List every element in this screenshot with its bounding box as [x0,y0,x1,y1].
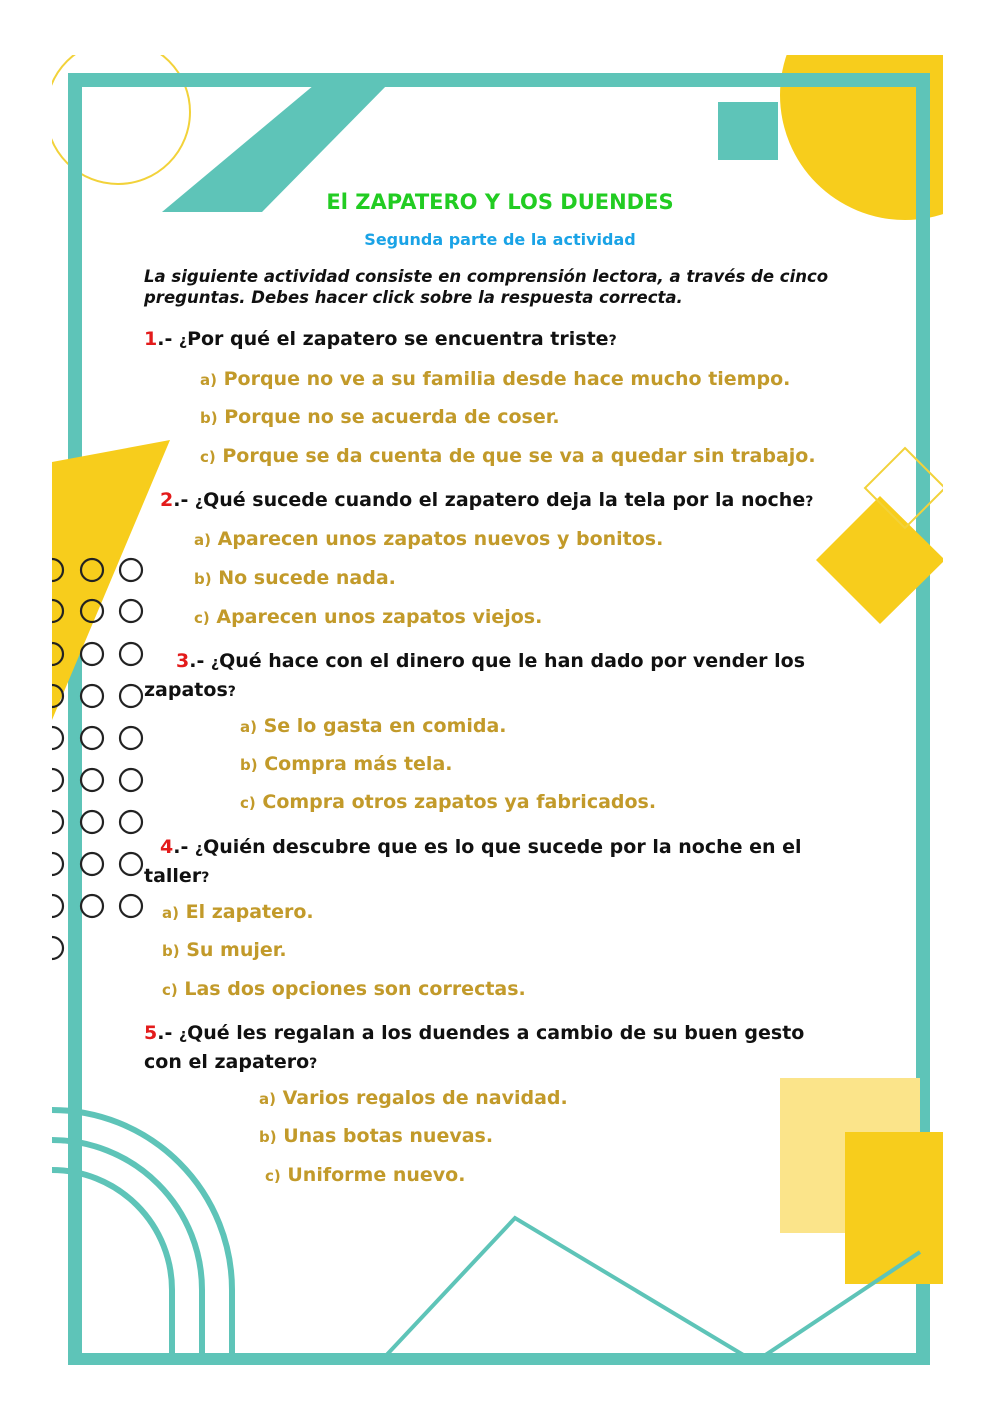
page-title: El ZAPATERO Y LOS DUENDES [326,190,674,214]
instructions: La siguiente actividad consiste en comprensión lectora, a través de cinco preguntas. Debes hacer click sobre la respuesta correcta. [144,267,829,307]
question-1-text: Por qué el zapatero se encuentra triste [187,328,609,350]
q1-option-a[interactable]: a) Porque no ve a su familia desde hace mucho tiempo. [200,368,791,390]
page-subtitle: Segunda parte de la actividad [364,230,636,249]
q3-option-b[interactable]: b) Compra más tela. [240,753,453,775]
q1-option-b[interactable]: b) Porque no se acuerda de coser. [200,406,560,428]
q3-option-c[interactable]: c) Compra otros zapatos ya fabricados. [240,791,657,813]
q1-option-c[interactable]: c) Porque se da cuenta de que se va a quedar sin trabajo. [200,445,816,467]
teal-square [718,102,778,160]
q3-option-a[interactable]: a) Se lo gasta en comida. [240,715,507,737]
question-4: 4.- ¿Quién descubre que es lo que sucede por la noche en el taller? [144,836,802,887]
question-3: 3.- ¿Qué hace con el dinero que le han dado por vender los zapatos? [144,650,806,701]
question-5-text: Qué les regalan a los duendes a cambio de su buen gesto con el zapatero [144,1022,805,1073]
q2-option-c[interactable]: c) Aparecen unos zapatos viejos. [194,606,543,628]
question-4-number: 4 [160,836,174,858]
q4-option-c[interactable]: c) Las dos opciones son correctas. [162,978,526,1000]
question-1-number: 1 [144,328,158,350]
question-2-text: Qué sucede cuando el zapatero deja la tela por la noche [203,489,806,511]
question-3-text: Qué hace con el dinero que le han dado por vender los zapatos [144,650,806,701]
question-2-number: 2 [160,489,174,511]
question-5: 5.- ¿Qué les regalan a los duendes a cambio de su buen gesto con el zapatero? [144,1022,805,1073]
q4-option-a[interactable]: a) El zapatero. [162,901,314,923]
question-1: 1.- ¿Por qué el zapatero se encuentra triste? [144,328,617,350]
yellow-square [845,1132,945,1284]
question-2: 2.- ¿Qué sucede cuando el zapatero deja la tela por la noche? [160,489,814,511]
teal-triangle-outline [380,1218,920,1362]
question-5-number: 5 [144,1022,158,1044]
q5-option-b[interactable]: b) Unas botas nuevas. [259,1125,494,1147]
q2-option-b[interactable]: b) No sucede nada. [194,567,396,589]
q5-option-a[interactable]: a) Varios regalos de navidad. [259,1087,568,1109]
q5-option-c[interactable]: c) Uniforme nuevo. [265,1164,466,1186]
q2-option-a[interactable]: a) Aparecen unos zapatos nuevos y bonitos. [194,528,664,550]
question-4-text: Quién descubre que es lo que sucede por la noche en el taller [144,836,802,887]
yellow-arc-top-left [46,40,190,184]
question-3-number: 3 [176,650,190,672]
q4-option-b[interactable]: b) Su mujer. [162,939,287,961]
